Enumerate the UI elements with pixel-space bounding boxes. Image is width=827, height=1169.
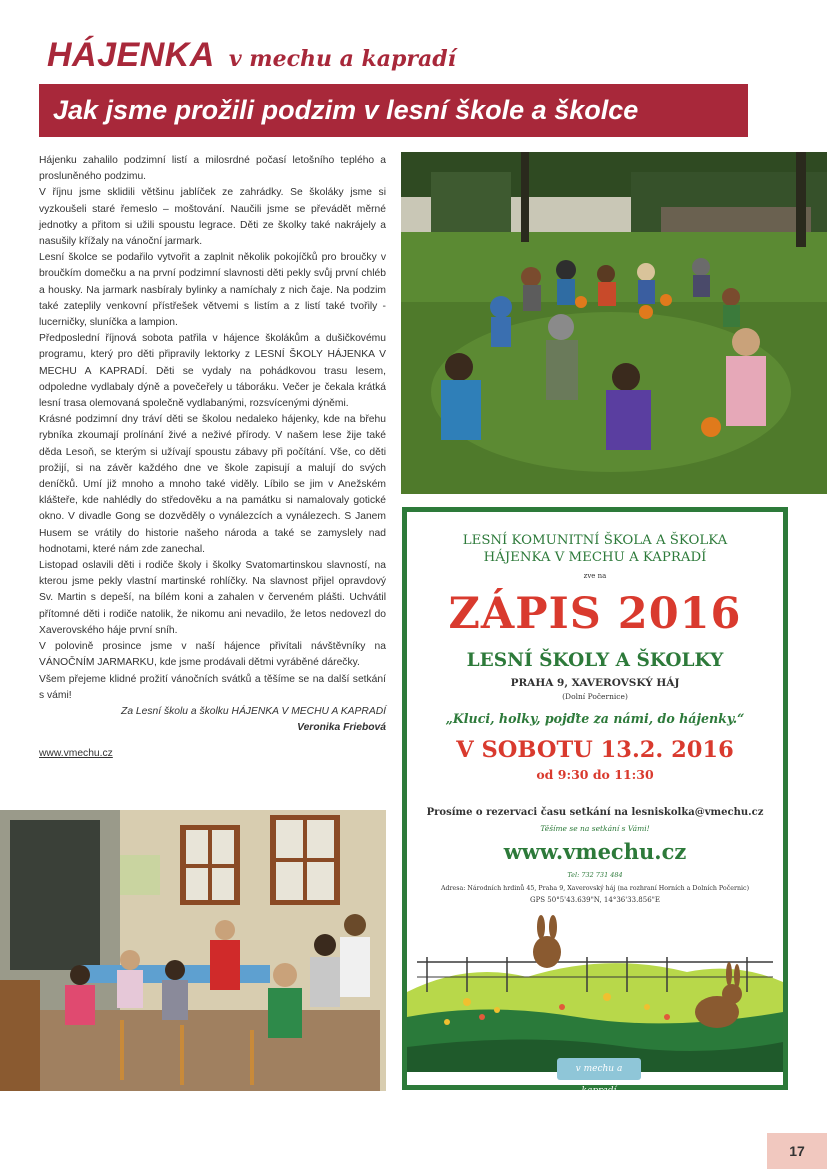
poster-school-line2: HÁJENKA V MECHU A KAPRADÍ <box>483 550 707 565</box>
article-body <box>39 153 386 763</box>
article-paragraph: Hájenku zahalilo podzimní listí a milosrdné počasí letošního teplého a prosluněného podzimu. <box>39 155 386 183</box>
poster-reservation: Prosíme o rezervaci času setkání na lesniskolka@vmechu.cz <box>426 807 764 818</box>
poster-logo-badge: v mechu a kapradí <box>557 1058 641 1080</box>
website-link[interactable]: www.vmechu.cz <box>39 748 113 760</box>
poster-time: od 9:30 do 11:30 <box>536 767 654 782</box>
article-title: Jak jsme prožili podzim v lesní škole a školce <box>53 95 639 125</box>
poster-website[interactable]: www.vmechu.cz <box>503 839 687 864</box>
forest-children-photo <box>401 152 827 494</box>
brand-tagline: v mechu a kapradí <box>228 46 457 72</box>
poster-phone: Tel: 732 731 484 <box>567 871 623 879</box>
classroom-children-photo <box>0 810 386 1091</box>
magazine-header <box>47 36 456 75</box>
poster-inner <box>407 512 783 1096</box>
signature-organization: Za Lesní školu a školku HÁJENKA V MECHU A KAPRADÍ <box>121 705 386 717</box>
brand-name: HÁJENKA <box>47 36 215 74</box>
article-title-bar <box>39 84 748 137</box>
poster-invite: zve na <box>583 572 607 580</box>
article-paragraph: V polovině prosince jsme v naší hájence přivítali návštěvníky na VÁNOČNÍM JARMARKU, kde jsme prodávali dětmi vyráběné dárečky. <box>39 641 386 669</box>
article-paragraph: Předposlední říjnová sobota patřila v hájence školákům a dušičkovému programu, který pro děti připravily lektorky z LESNÍ ŠKOLY HÁJENKA V MECHU A KAPRADÍ. Děti se vydaly na pohádkovou trasu lesem, odpoledne vydlabaly dýně a povečeřely u táboráku. Večer je čekala krátká lesní trasa olemovaná společně vydlabanými, rozsvícenými dýněmi. <box>39 333 386 410</box>
poster-gps: GPS 50°5'43.639"N, 14°36'33.856"E <box>529 896 660 904</box>
poster-slogan: „Kluci, holky, pojďte za námi, do hájenky.“ <box>445 711 745 726</box>
poster-date: V SOBOTU 13.2. 2016 <box>456 737 734 763</box>
poster-address: PRAHA 9, XAVEROVSKÝ HÁJ <box>510 677 680 689</box>
article-paragraph: Krásné podzimní dny tráví děti se školou nedaleko hájenky, kde na břehu rybníka zkoumají prolínání živé a neživé přírody. V našem lese žije také děda Lesoň, se kterým si užívají spoustu zábavy při počítání. Vše, co děti prožijí, si na závěr každého dne ve škole zapisují a malují do svých deníčků. Umí již mnoho a mnoho také viděly. Líbilo se jim v Anežském klášteře, kde nahlédly do středověku a na památku si namalovaly gotické okno. V divadle Gong se dozvěděly o vynálezcích a vynálezech. S Janem Husem se vrátily do historie našeho národa a také se zamyslely nad hodnotami, které nám zde zanechal. <box>39 414 386 555</box>
poster-headline: ZÁPIS 2016 <box>448 589 742 639</box>
poster-school-name <box>407 532 783 566</box>
signature-author: Veronika Friebová <box>297 722 386 734</box>
poster-full-address: Adresa: Národních hrdinů 45, Praha 9, Xaverovský háj (na rozhraní Horních a Dolních Počernic) <box>440 885 750 892</box>
page-number: 17 <box>767 1133 827 1169</box>
forest-photo-illustration <box>401 152 827 494</box>
article-paragraph: Všem přejeme klidné prožití vánočních svátků a těšíme se na další setkání s vámi! <box>39 673 386 701</box>
article-paragraph: V říjnu jsme sklidili většinu jablíček ze zahrádky. Se školáky jsme si vyzkoušeli staré řemeslo – moštování. Naučili jsme se převádět měrné jednotky a přitom si užili spoustu legrace. Děti ze školky také nakrájely a nasušily křížaly na vánoční jarmark. <box>39 187 386 248</box>
enrollment-poster <box>402 507 788 1096</box>
poster-school-line1: LESNÍ KOMUNITNÍ ŠKOLA A ŠKOLKA <box>462 533 728 548</box>
rabbit-meadow-illustration <box>407 922 783 1072</box>
poster-subheadline: LESNÍ ŠKOLY A ŠKOLKY <box>466 650 724 671</box>
classroom-photo-illustration <box>0 810 386 1091</box>
poster-greeting: Těšíme se na setkání s Vámi! <box>540 824 650 833</box>
poster-district: (Dolní Počernice) <box>562 692 628 701</box>
article-paragraph: Lesní školce se podařilo vytvořit a zaplnit několik pokojíčků pro broučky v broučkím domečku a na první podzimní slavnosti děti pekly svůj první chléb a housky. Na jarmark nasbíraly bylinky a namíchaly z nich čaje. Na podzim také zateplily venkovní přístřešek větvemi s listím a z listí také tvořily - lucerničky, sluníčka a lampion. <box>39 252 386 329</box>
article-paragraph: Listopad oslavili děti i rodiče školy i školky Svatomartinskou slavností, na kterou jsme pekly vlastní martinské rohlíčky. Na slavnost přijel opravdový Sv. Martin s depeší, na bílém koni a zahalen v červeném plášti. Uchvátil přítomné děti i rodiče natolik, že nikomu ani nevadilo, že letos nedovezl do Xaverovského háje první sníh. <box>39 560 386 636</box>
